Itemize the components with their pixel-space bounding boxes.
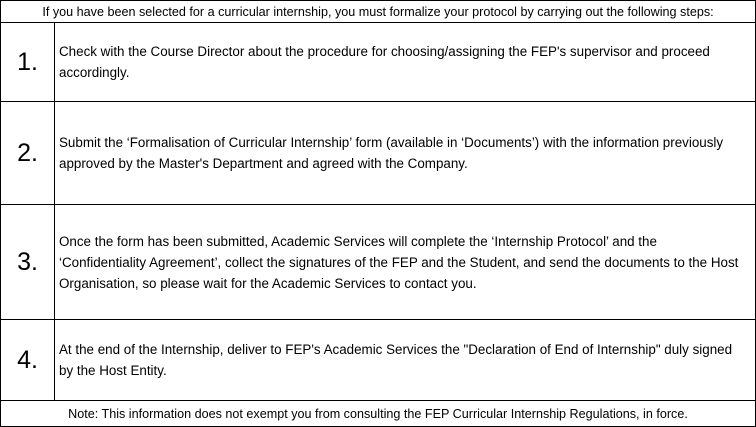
- header-text: If you have been selected for a curricular internship, you must formalize your protocol by carrying out the following steps:: [1, 1, 756, 23]
- step-text: At the end of the Internship, deliver to FEP's Academic Services the "Declaration of End of Internship" duly signed by the Host Entity.: [55, 320, 756, 401]
- step-text: Check with the Course Director about the procedure for choosing/assigning the FEP's supervisor and proceed accordingly.: [55, 23, 756, 102]
- header-row: [1, 1, 756, 23]
- step-row-3: [1, 205, 756, 320]
- footer-row: [1, 401, 756, 427]
- step-row-2: [1, 102, 756, 205]
- footer-note: Note: This information does not exempt you from consulting the FEP Curricular Internship Regulations, in force.: [1, 401, 756, 427]
- step-number: 2.: [1, 102, 55, 205]
- step-number: 1.: [1, 23, 55, 102]
- step-row-1: [1, 23, 756, 102]
- step-text: Submit the ‘Formalisation of Curricular Internship’ form (available in ‘Documents’) with the information previously approved by the Master's Department and agreed with the Company.: [55, 102, 756, 205]
- step-number: 4.: [1, 320, 55, 401]
- step-row-4: [1, 320, 756, 401]
- step-number: 3.: [1, 205, 55, 320]
- step-text: Once the form has been submitted, Academic Services will complete the ‘Internship Protocol’ and the ‘Confidentiality Agreement’, collect the signatures of the FEP and the Student, and send the documents to the Host Organisation, so please wait for the Academic Services to contact you.: [55, 205, 756, 320]
